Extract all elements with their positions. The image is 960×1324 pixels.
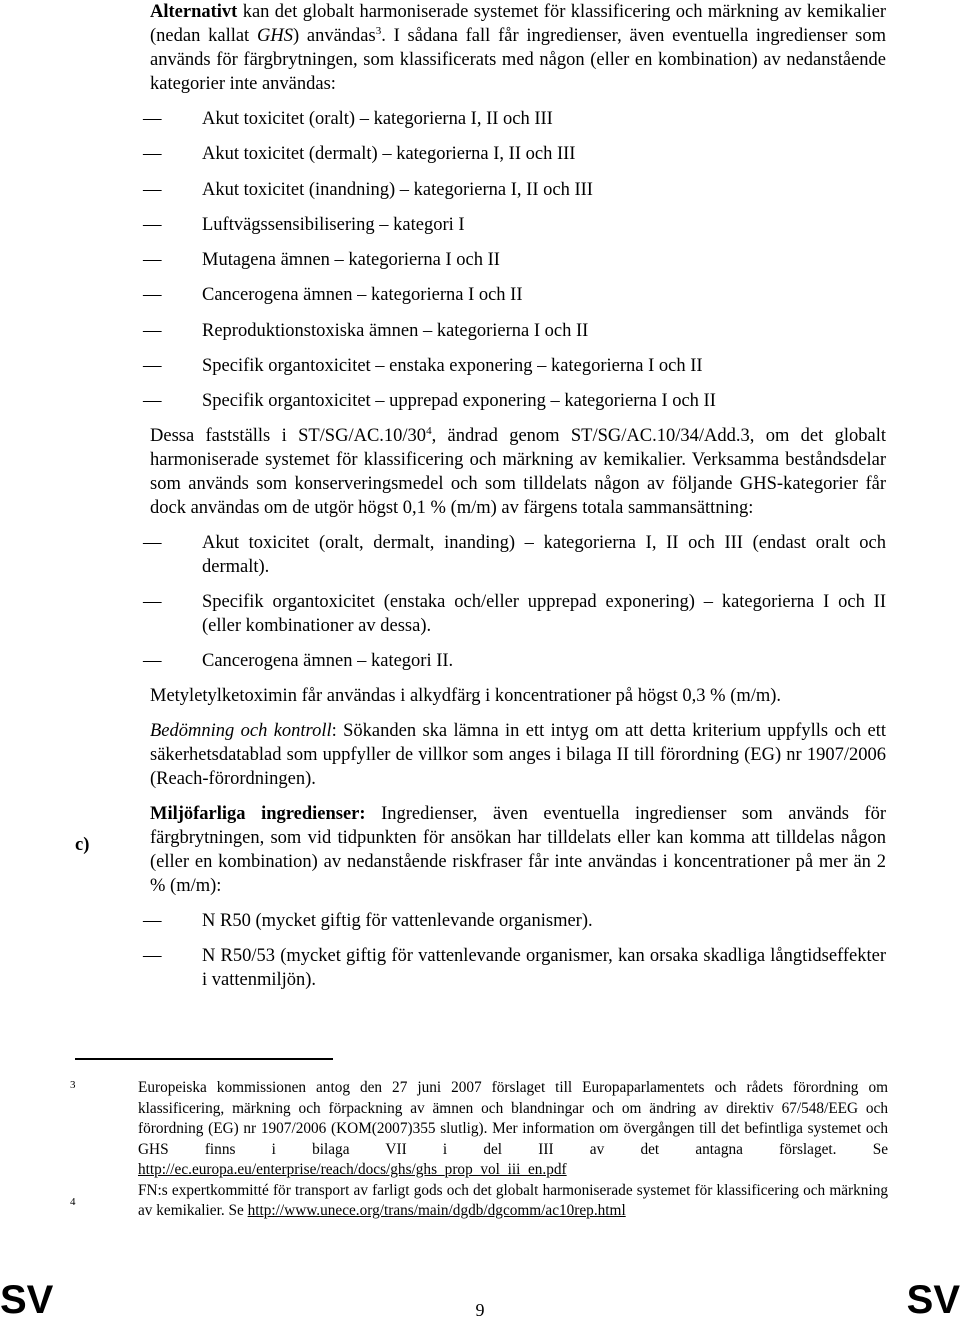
section-c-letter: c) [75,835,90,855]
assessment-text: : Sökanden ska lämna in ett intyg om att detta kriterium uppfylls och ett säkerhetsdatablad som uppfyller de villkor som anges i bilaga II till förordning (EG) nr 1907/2006 (Reach-förordningen). [150,721,886,790]
footnote-ref-3[interactable]: 3 [375,24,382,37]
intro-text-3: . I sådana fall får ingredienser, även eventuella ingredienser som används för färgbrytningen, som klassificerats med någon (eller en kombination) av nedanstående kategorier inte användas: [150,26,886,94]
list-item: — Akut toxicitet (oralt, dermalt, inanding) – kategorierna I, II och III (endast oralt och dermalt). [150,531,886,579]
established-text-1: Dessa fastställs i ST/SG/AC.10/30 [150,426,427,447]
risk-phrase-list [150,909,886,992]
footnote-link[interactable]: http://www.unece.org/trans/main/dgdb/dgcomm/ac10rep.html [247,1202,626,1219]
footnote-ref-4[interactable]: 4 [426,425,432,438]
list-item: — Specifik organtoxicitet – upprepad exponering – kategorierna I och II [150,389,886,413]
section-c-heading: Miljöfarliga ingredienser: [150,804,366,825]
list-item: — N R50/53 (mycket giftig för vattenlevande organismer, kan orsaka skadliga långtidseffekter i vattenmiljön). [150,944,886,992]
intro-text-1: kan det globalt harmoniserade systemet för klassificering och märkning av kemikalier (nedan kallat [150,2,886,46]
language-code-left: SV [0,1278,54,1322]
list-item: — Cancerogena ämnen – kategorierna I och II [150,283,886,307]
footnote-divider [75,1058,333,1060]
mek-paragraph: Metyletylketoximin får användas i alkydfärg i koncentrationer på högst 0,3 % (m/m). [150,686,782,707]
list-item: — Cancerogena ämnen – kategori II. [150,649,886,673]
list-item: — N R50 (mycket giftig för vattenlevande organismer). [150,909,886,933]
footnotes [70,1078,888,1222]
language-code-right: SV [906,1278,960,1322]
intro-text-2: ) användas [292,26,376,46]
page-number: 9 [475,1300,485,1320]
main-content [150,0,886,992]
preservative-list [150,531,886,673]
established-paragraph [150,424,886,520]
footnote-text: FN:s expertkommitté för transport av farligt gods och det globalt harmoniserade systemet för klassificering och märkning av kemikalier. Se [138,1181,888,1219]
footnote-number: 4 [70,1195,76,1208]
section-c-paragraph [150,802,886,898]
footnote-4 [70,1181,888,1222]
assessment-paragraph [150,719,886,791]
list-item: — Specifik organtoxicitet (enstaka och/eller upprepad exponering) – kategorierna I och II (eller kombinationer av dessa). [150,590,886,638]
footnote-text: Europeiska kommissionen antog den 27 juni 2007 förslaget till Europaparlamentets och rådets förordning om klassificering, märkning och förpackning av ämnen och blandningar och om ändring av direktiv 67/548/EEG och förordning (EG) nr 1907/2006 (KOM(2007)355 slutlig). Mer information om övergången till det befintliga systemet och GHS finns i bilaga VII i del III av det antagna förslaget. Se [138,1079,888,1158]
intro-paragraph [150,0,886,96]
list-item: — Luftvägssensibilisering – kategori I [150,213,886,237]
category-list [150,107,886,413]
footnote-3 [70,1078,888,1181]
alternative-label: Alternativt [150,2,238,22]
established-text-2: , ändrad genom ST/SG/AC.10/34/Add.3, om det globalt harmoniserade systemet för klassificering och märkning av kemikalier. Verksamma beståndsdelar som används som konserveringsmedel och som tilldelats någon av följande GHS-kategorier får dock användas om de utgör högst 0,1 % (m/m) av färgens totala sammansättning: [150,426,886,519]
ghs-abbrev: GHS [256,26,293,46]
footnote-number: 3 [70,1079,76,1091]
list-item: — Reproduktionstoxiska ämnen – kategorierna I och II [150,319,886,343]
list-item: — Mutagena ämnen – kategorierna I och II [150,248,886,272]
list-item: — Specifik organtoxicitet – enstaka exponering – kategorierna I och II [150,354,886,378]
list-item: — Akut toxicitet (oralt) – kategorierna I, II och III [150,107,886,131]
list-item: — Akut toxicitet (inandning) – kategorierna I, II och III [150,178,886,202]
list-item: — Akut toxicitet (dermalt) – kategorierna I, II och III [150,142,886,166]
footnote-link[interactable]: http://ec.europa.eu/enterprise/reach/docs/ghs/ghs_prop_vol_iii_en.pdf [138,1161,567,1178]
assessment-label: Bedömning och kontroll [150,721,332,742]
section-c-text: Ingredienser, även eventuella ingredienser som används för färgbrytningen, som vid tidpunkten för ansökan har tilldelats eller kan komma att tilldelas någon (eller en kombination) av nedanstående riskfraser får inte användas i koncentrationer på mer än 2 % (m/m): [150,804,886,897]
